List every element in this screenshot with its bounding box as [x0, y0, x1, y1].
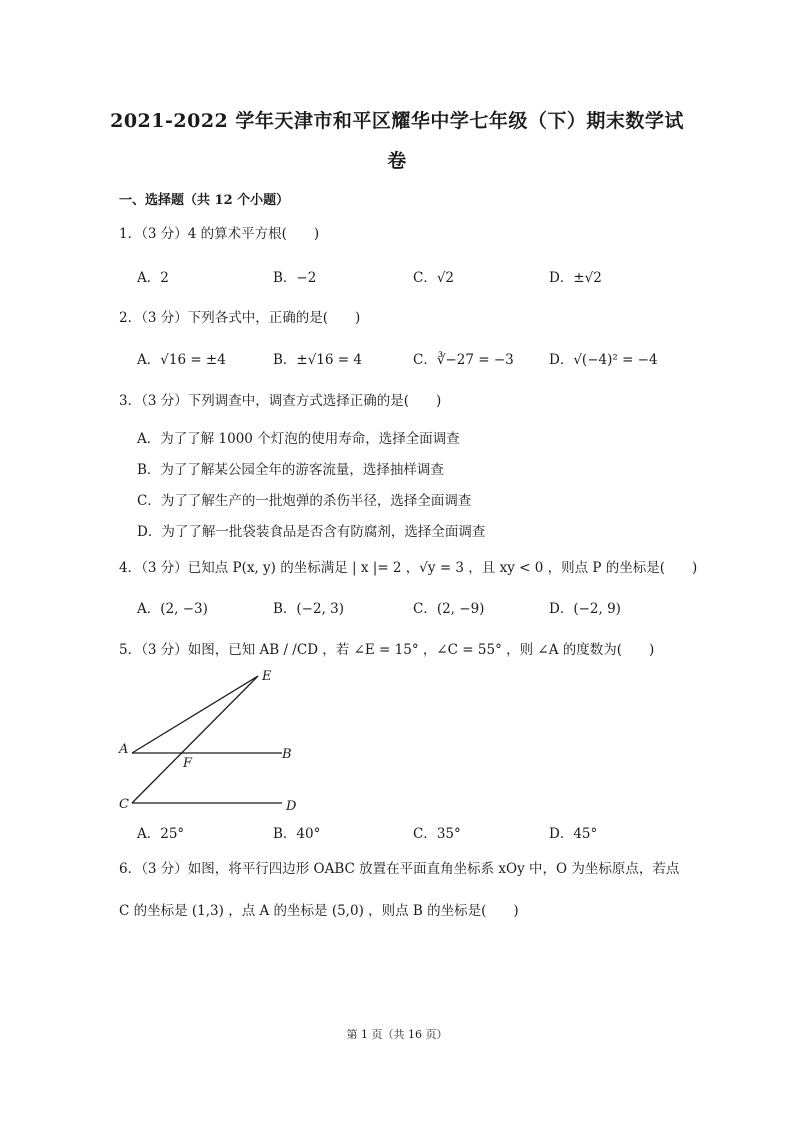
question-3-stem: 3．（3 分）下列调查中，调查方式选择正确的是( ) — [119, 393, 442, 409]
question-2-option-c: C．∛−27 = −3 — [413, 352, 514, 368]
label-c: C — [119, 797, 129, 812]
question-4-stem: 4．（3 分）已知点 P(x, y) 的坐标满足 | x |= 2 ，√y = 3 ，且 xy < 0 ，则点 P 的坐标是( ) — [119, 560, 698, 576]
question-1-option-b: B．−2 — [273, 270, 317, 286]
question-2-option-b: B．±√16 = 4 — [273, 352, 362, 368]
document-title-line1: 2021-2022 学年天津市和平区耀华中学七年级（下）期末数学试 — [110, 110, 684, 132]
question-3-option-b: B．为了了解某公园全年的游客流量，选择抽样调查 — [137, 462, 444, 478]
question-1-stem: 1．（3 分）4 的算术平方根( ) — [119, 226, 320, 242]
document-title-line2: 卷 — [387, 150, 407, 172]
question-6-line2: C 的坐标是 (1,3) ，点 A 的坐标是 (5,0) ，则点 B 的坐标是( ) — [119, 903, 519, 919]
question-1-option-c: C．√2 — [413, 270, 455, 286]
line-ce — [132, 676, 258, 803]
question-3-option-d: D．为了了解一批袋装食品是否含有防腐剂，选择全面调查 — [137, 524, 486, 540]
page-footer: 第 1 页（共 16 页） — [346, 1028, 448, 1041]
question-4-option-a: A．(2, −3) — [137, 601, 208, 617]
label-e: E — [262, 669, 272, 684]
label-b: B — [282, 747, 292, 762]
label-f: F — [183, 756, 193, 771]
question-4-option-c: C．(2, −9) — [413, 601, 485, 617]
question-2-option-d: D．√(−4)² = −4 — [549, 352, 658, 368]
question-5-stem: 5．（3 分）如图，已知 AB / /CD ，若 ∠E = 15° ，∠C = 55° ，则 ∠A 的度数为( ) — [119, 642, 655, 658]
line-ae — [132, 676, 258, 753]
question-1-option-d: D．±√2 — [549, 270, 602, 286]
question-3-option-a: A．为了了解 1000 个灯泡的使用寿命，选择全面调查 — [137, 431, 460, 447]
question-1-option-a: A．2 — [137, 270, 169, 286]
question-4-option-d: D．(−2, 9) — [549, 601, 621, 617]
question-2-option-a: A．√16 = ±4 — [137, 352, 226, 368]
question-4-option-b: B．(−2, 3) — [273, 601, 345, 617]
question-6-line1: 6．（3 分）如图，将平行四边形 OABC 放置在平面直角坐标系 xOy 中，O 为坐标原点，若点 — [119, 861, 680, 877]
question-5-option-c: C．35° — [413, 826, 461, 842]
label-d: D — [286, 799, 297, 814]
question-5-option-d: D．45° — [549, 826, 598, 842]
label-a: A — [119, 742, 129, 757]
question-5-option-a: A．25° — [137, 826, 185, 842]
section-heading: 一、选择题（共 12 个小题） — [119, 193, 290, 208]
question-5-option-b: B．40° — [273, 826, 321, 842]
question-2-stem: 2．（3 分）下列各式中，正确的是( ) — [119, 310, 361, 326]
question-3-option-c: C．为了了解生产的一批炮弹的杀伤半径，选择全面调查 — [137, 493, 472, 509]
